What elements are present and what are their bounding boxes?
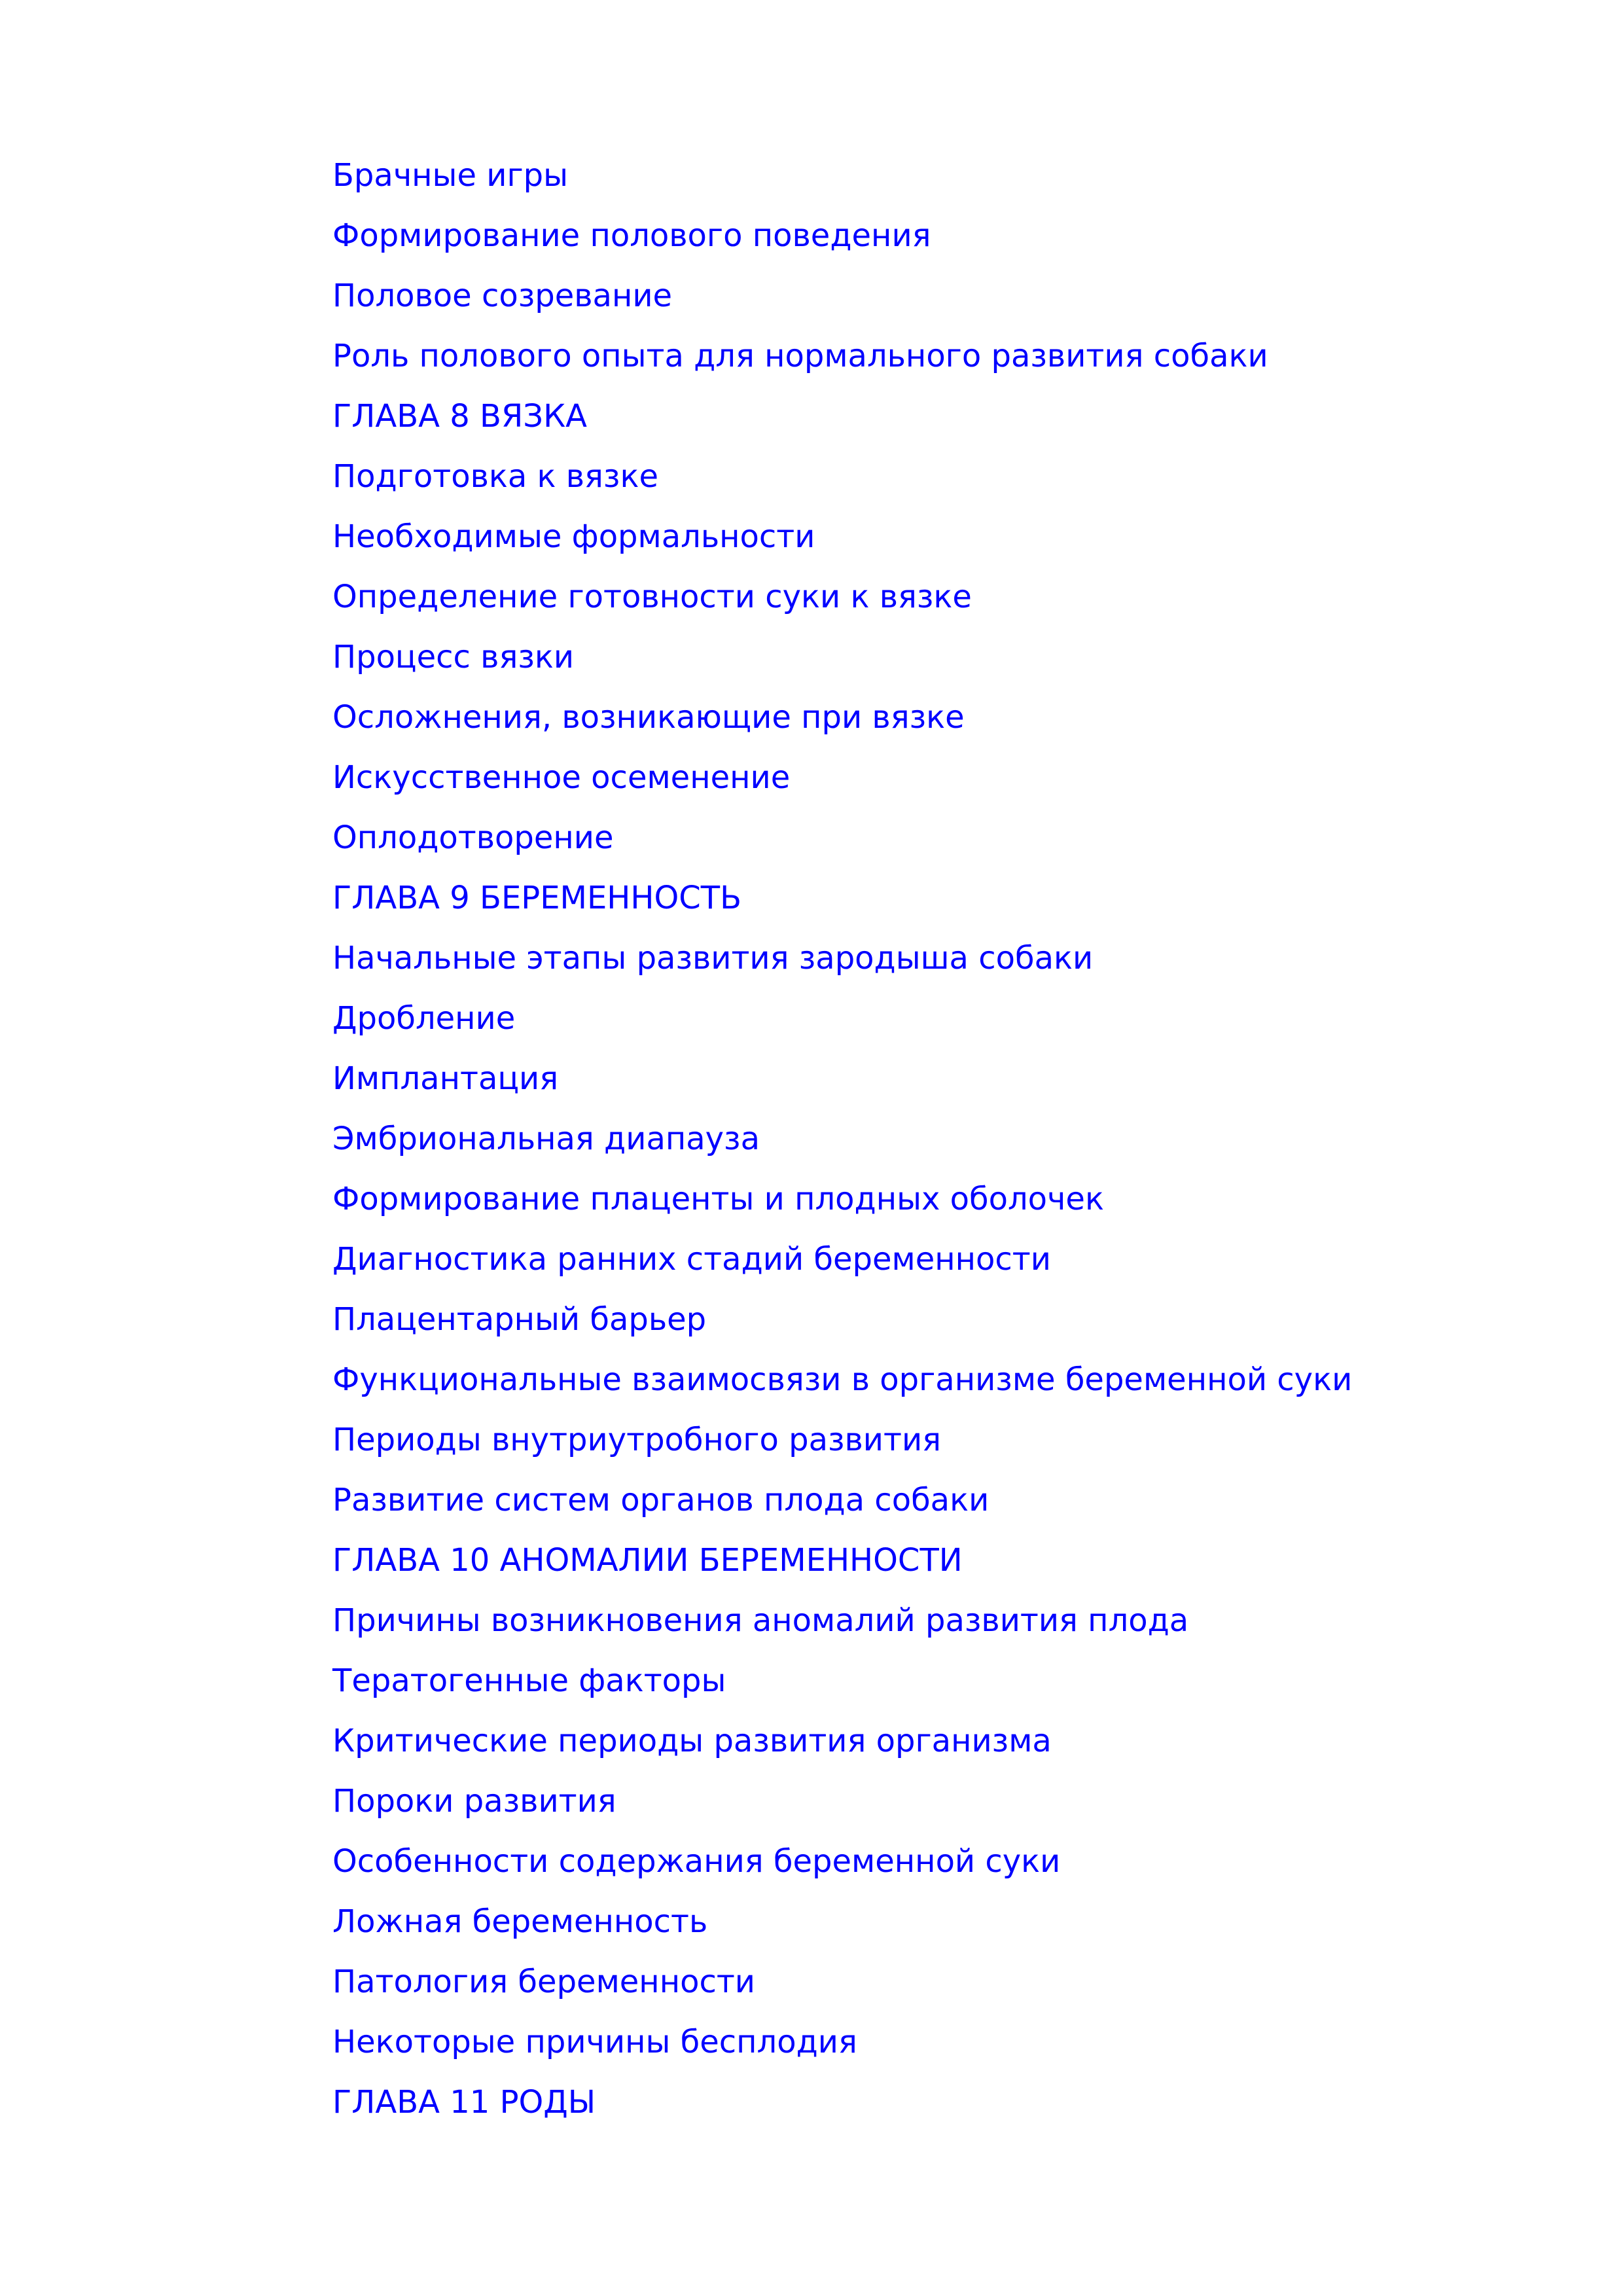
toc-link[interactable]: Патология беременности	[332, 1964, 755, 2000]
toc-link[interactable]: Имплантация	[332, 1060, 559, 1097]
toc-link[interactable]: Плацентарный барьер	[332, 1301, 707, 1338]
toc-link[interactable]: Формирование полового поведения	[332, 217, 931, 254]
toc-link[interactable]: ГЛАВА 8 ВЯЗКА	[332, 398, 587, 435]
toc-link[interactable]: Необходимые формальности	[332, 518, 815, 555]
toc-link[interactable]: ГЛАВА 9 БЕРЕМЕННОСТЬ	[332, 880, 742, 916]
toc-link[interactable]: Дробление	[332, 1000, 516, 1037]
toc-link[interactable]: Критические периоды развития организма	[332, 1723, 1052, 1759]
toc-link[interactable]: ГЛАВА 10 АНОМАЛИИ БЕРЕМЕННОСТИ	[332, 1542, 963, 1579]
toc-link[interactable]: Роль полового опыта для нормального развития собаки	[332, 338, 1268, 374]
toc-link[interactable]: Процесс вязки	[332, 639, 575, 675]
toc-link[interactable]: Особенности содержания беременной суки	[332, 1843, 1061, 1880]
toc-link[interactable]: Ложная беременность	[332, 1903, 708, 1940]
toc-link[interactable]: Брачные игры	[332, 157, 569, 194]
toc-link[interactable]: Диагностика ранних стадий беременности	[332, 1241, 1051, 1278]
toc-link[interactable]: Осложнения, возникающие при вязке	[332, 699, 965, 736]
toc-link[interactable]: Определение готовности суки к вязке	[332, 579, 972, 615]
toc-link[interactable]: Некоторые причины бесплодия	[332, 2024, 857, 2060]
toc-link[interactable]: Оплодотворение	[332, 819, 614, 856]
toc-link[interactable]: Половое созревание	[332, 278, 673, 314]
toc-link[interactable]: Причины возникновения аномалий развития плода	[332, 1602, 1189, 1639]
toc-link[interactable]: Подготовка к вязке	[332, 458, 658, 495]
toc-link[interactable]: Искусственное осеменение	[332, 759, 791, 796]
toc-link[interactable]: ГЛАВА 11 РОДЫ	[332, 2084, 596, 2121]
toc-link[interactable]: Формирование плаценты и плодных оболочек	[332, 1181, 1104, 1217]
toc-link[interactable]: Пороки развития	[332, 1783, 616, 1820]
toc-link[interactable]: Начальные этапы развития зародыша собаки	[332, 940, 1094, 977]
toc-link[interactable]: Периоды внутриутробного развития	[332, 1422, 942, 1458]
toc-link[interactable]: Эмбриональная диапауза	[332, 1121, 760, 1157]
toc-link[interactable]: Развитие систем органов плода собаки	[332, 1482, 990, 1518]
toc-link[interactable]: Функциональные взаимосвязи в организме беременной суки	[332, 1361, 1353, 1398]
table-of-contents	[332, 145, 1352, 2132]
toc-link[interactable]: Тератогенные факторы	[332, 1662, 726, 1699]
